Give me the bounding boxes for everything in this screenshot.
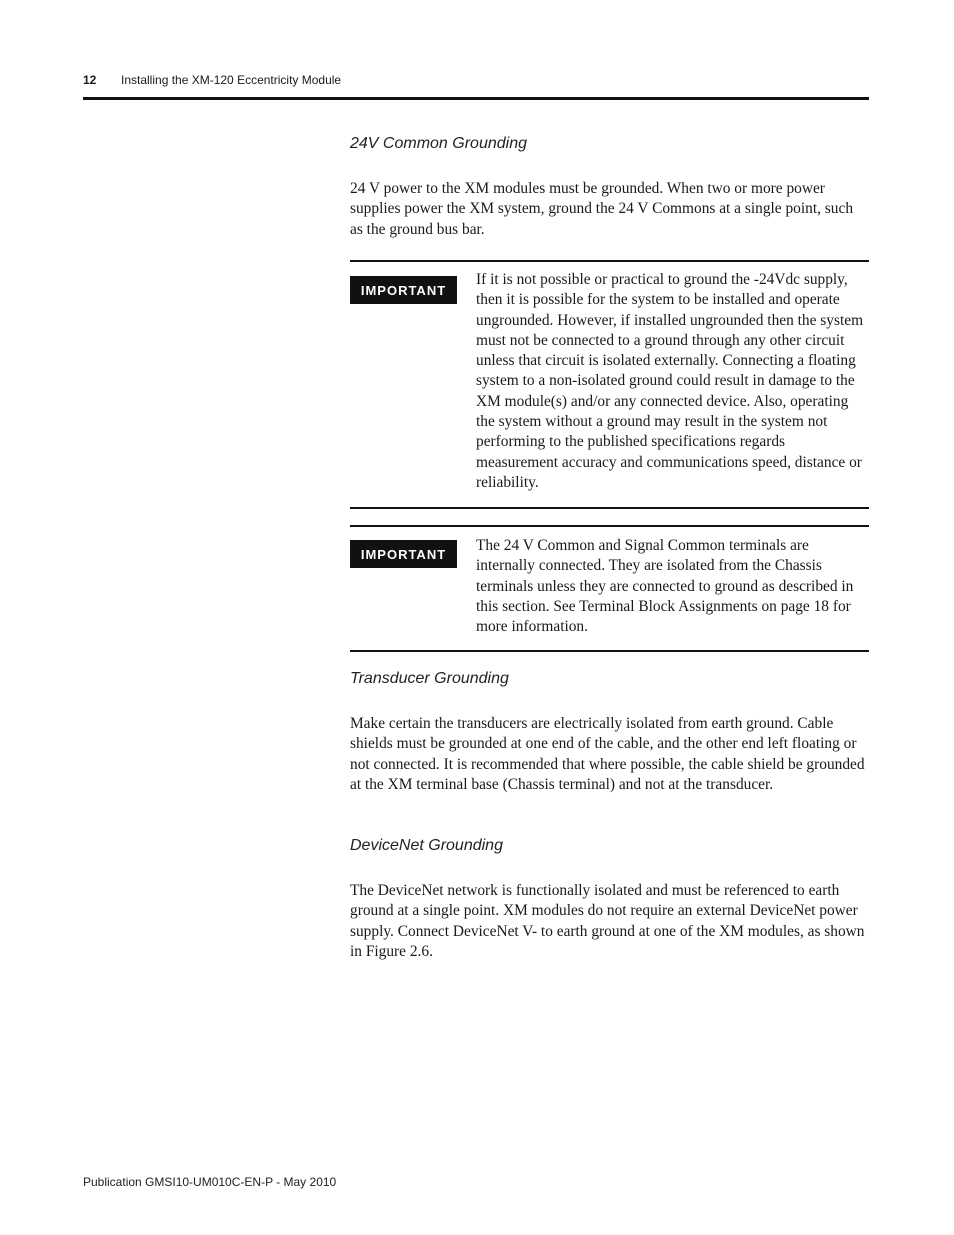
important-badge: IMPORTANT [350, 540, 457, 568]
important-note-2 [350, 525, 869, 652]
important-note-1 [350, 260, 869, 509]
publication-footer: Publication GMSI10-UM010C-EN-P - May 2010 [83, 1175, 337, 1189]
important-badge: IMPORTANT [350, 276, 457, 304]
page-number: 12 [83, 73, 97, 87]
page-header [83, 73, 869, 100]
important-note-text: If it is not possible or practical to ground the -24Vdc supply, then it is possible for the system to be installed and operate ungrounded. However, if installed ungrounded then the system must not be connected to a ground through any other circuit unless that circuit is isolated externally. Connecting a floating system to a non-isolated ground could result in damage to the XM module(s) and/or any connected device. Also, operating the system without a ground may result in the system not performing to the published specifications regards measurement accuracy and communications speed, distance or reliability. [476, 271, 864, 491]
section-body-devicenet: The DeviceNet network is functionally isolated and must be referenced to earth ground at a single point. XM modules do not require an external DeviceNet power supply. Connect DeviceNet V- to earth ground at one of the XM modules, as shown in Figure 2.6. [350, 882, 865, 960]
running-title: Installing the XM-120 Eccentricity Module [121, 73, 342, 87]
section-body-transducer: Make certain the transducers are electrically isolated from earth ground. Cable shields must be grounded at one end of the cable, and the other end left floating or not connected. It is recommended that where possible, the cable shield be grounded at the XM terminal base (Chassis terminal) and not at the transducer. [350, 715, 865, 793]
section-heading-transducer: Transducer Grounding [350, 670, 509, 687]
important-note-text: The 24 V Common and Signal Common terminals are internally connected. They are isolated from the Chassis terminals unless they are connected to ground as described in this section. See Terminal Block Assignments on page 18 for more information. [476, 537, 854, 636]
section-body-24v-common: 24 V power to the XM modules must be grounded. When two or more power supplies power the XM system, ground the 24 V Commons at a single point, such as the ground bus bar. [350, 180, 854, 238]
section-heading-24v-common: 24V Common Grounding [350, 135, 527, 152]
section-heading-devicenet: DeviceNet Grounding [350, 837, 503, 854]
